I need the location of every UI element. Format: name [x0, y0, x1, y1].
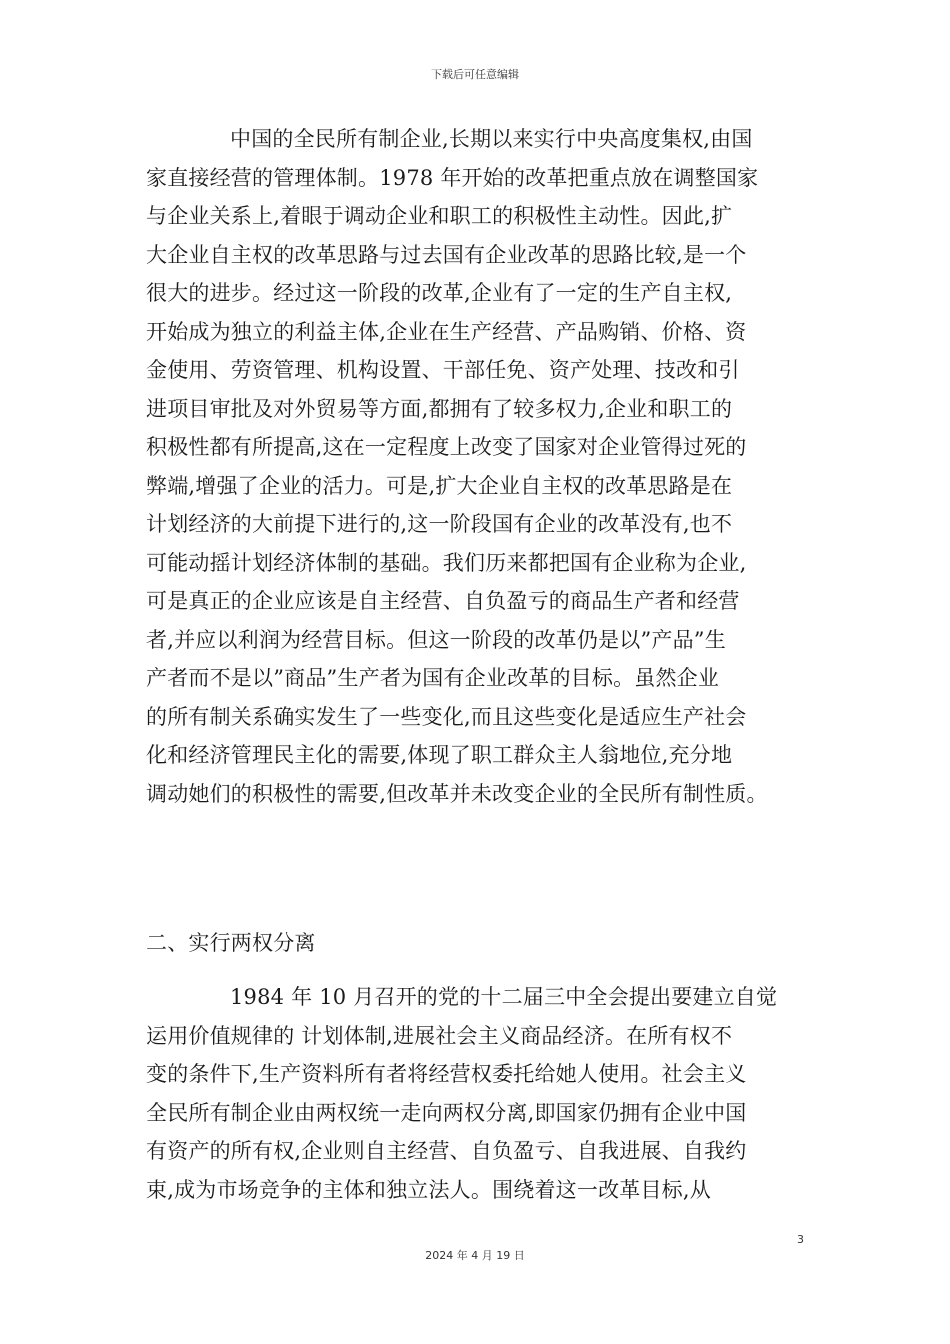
footer-date: 2024 年 4 月 19 日	[425, 1249, 525, 1262]
paragraph-line: 的所有制关系确实发生了一些变化,而且这些变化是适应生产社会	[146, 704, 747, 729]
section-heading	[146, 924, 824, 963]
paragraph-line: 者,并应以利润为经营目标。但这一阶段的改革仍是以”产品”生	[146, 627, 726, 652]
paragraph-2	[146, 978, 824, 1209]
paragraph-line: 弊端,增强了企业的活力。可是,扩大企业自主权的改革思路是在	[146, 473, 733, 498]
paragraph-line: 中国的全民所有制企业,长期以来实行中央高度集权,由国	[230, 127, 753, 151]
paragraph-line: 束,成为市场竞争的主体和独立法人。围绕着这一改革目标,从	[146, 1177, 711, 1202]
paragraph-line: 变的条件下,生产资料所有者将经营权委托给她人使用。社会主义	[146, 1062, 747, 1086]
paragraph-line: 与企业关系上,着眼于调动企业和职工的积极性主动性。因此,扩	[146, 204, 733, 228]
page-header: 下载后可任意编辑	[431, 68, 519, 81]
paragraph-line: 积极性都有所提高,这在一定程度上改变了国家对企业管得过死的	[146, 435, 747, 459]
paragraph-line: 金使用、劳资管理、机构设置、干部任免、资产处理、技改和引	[146, 358, 740, 382]
paragraph-line: 产者而不是以”商品”生产者为国有企业改革的目标。虽然企业	[146, 666, 720, 690]
page-number: 3	[797, 1233, 804, 1246]
paragraph-line: 家直接经营的管理体制。1978 年开始的改革把重点放在调整国家	[146, 165, 759, 190]
section-heading-text: 二、实行两权分离	[146, 931, 316, 955]
paragraph-line: 全民所有制企业由两权统一走向两权分离,即国家仍拥有企业中国	[146, 1100, 747, 1125]
paragraph-line: 开始成为独立的利益主体,企业在生产经营、产品购销、价格、资	[146, 319, 747, 344]
paragraph-1	[146, 120, 824, 813]
paragraph-line: 运用价值规律的 计划体制,进展社会主义商品经济。在所有权不	[146, 1023, 733, 1048]
paragraph-line: 进项目审批及对外贸易等方面,都拥有了较多权力,企业和职工的	[146, 396, 733, 421]
paragraph-line: 有资产的所有权,企业则自主经营、自负盈亏、自我进展、自我约	[146, 1139, 747, 1163]
paragraph-line: 可能动摇计划经济体制的基础。我们历来都把国有企业称为企业,	[146, 550, 747, 575]
paragraph-line: 1984 年 10 月召开的党的十二届三中全会提出要建立自觉	[230, 985, 778, 1009]
paragraph-line: 大企业自主权的改革思路与过去国有企业改革的思路比较,是一个	[146, 242, 747, 267]
paragraph-line: 调动她们的积极性的需要,但改革并未改变企业的全民所有制性质。	[146, 781, 768, 806]
paragraph-line: 化和经济管理民主化的需要,体现了职工群众主人翁地位,充分地	[146, 743, 733, 767]
paragraph-line: 很大的进步。经过这一阶段的改革,企业有了一定的生产自主权,	[146, 281, 733, 305]
paragraph-line: 计划经济的大前提下进行的,这一阶段国有企业的改革没有,也不	[146, 512, 733, 536]
paragraph-line: 可是真正的企业应该是自主经营、自负盈亏的商品生产者和经营	[146, 589, 740, 613]
